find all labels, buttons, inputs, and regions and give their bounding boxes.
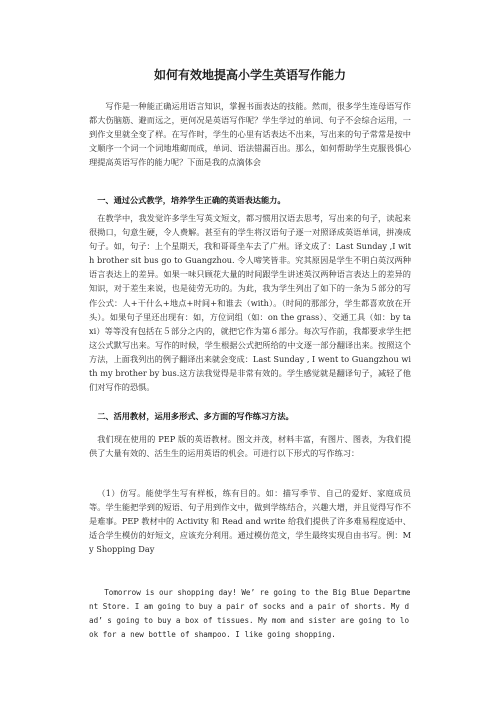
section-1-body: 在教学中，我发觉许多学生写英文短文，都习惯用汉语去思考，写出来的句子，读起来很拗口，句意生硬，令人费解。甚至有的学生将汉语句子逐一对照译成英语单词，拼凑成句子。如，句子：上个星期天，我和哥哥坐车去了广州。译文成了：Last Sunday ,I with brother sit bus go to Guangzhou. 令人啼笑皆非。究其原因是学生不明白英汉两种语言表达上的差异。如果一味只顾花大量的时间跟学生讲述英汉两种语言表达上的差异的知识，对于差生来说，也是徒劳无功的。为此，我为学生列出了如下的一条为５部分的写作公式：人+干什么+地点+时间+和谁去（with）。（时间的那部分，学生都喜欢放在开头）。如果句子里还出现有：如，方位词组（如：on the grass）、交通工具（如：by taxi）等等没有包括在５部分之内的，就把它作为第６部分。每次写作前，我都要求学生把这公式默写出来。写作的时候，学生根据公式把所给的中文逐一部分翻译出来。按照这个方法，上面我列出的例子翻译出来就会变成：Last Sunday , I went to Guangzhou with my brother by bus.这方法我觉得是非常有效的。学生感觉就是翻译句子，减轻了他们对写作的恐惧。 [89,213,411,393]
section-1-heading: 一、通过公式教学，培养学生正确的英语表达能力。 [97,195,286,205]
section-2-heading: 二、活用教材，运用多形式、多方面的写作练习方法。 [97,411,294,421]
document-title: 如何有效地提高小学生英语写作能力 [153,68,346,82]
english-example-paragraph: Tomorrow is our shopping day! We’ re going to the Big Blue Department Store. I am going to buy a pair of socks and a pair of shorts. My dad’ s going to buy a box of tissues. My mom and sister are going to look for a new bottle of shampoo. I like going shopping. [89,588,411,639]
section-2-item-1: （1）仿写。能使学生写有样板，练有目的。如：描写季节、自己的爱好、家庭成员等。学生能把学到的短语、句子用到作文中，做到学练结合，兴趣大增，并且觉得写作不是难事。PEP 教材中的 Activity 和 Read and write 给我们提供了许多难易程度适中、适合学生模仿的好短文，应该充分利用。通过模仿范文，学生最终实现自由书写。例：My Shopping Day [89,488,411,555]
section-2-intro: 我们现在使用的 PEP 版的英语教材。图文并茂，材料丰富，有图片、图表，为我们提供了大量有效的、活生生的运用英语的机会。可进行以下形式的写作练习： [89,434,411,459]
intro-paragraph: 写作是一种能正确运用语言知识，掌握书面表达的技能。然而，很多学生连母语写作都大伤脑筋、避而远之，更何况是英语写作呢？学生学过的单词、句子不会综合运用，一到作文里就全变了样。在写作时，学生的心里有话表达不出来，写出来的句子常常是按中文顺序一个词一个词地堆砌而成，单词、语法错漏百出。那么，如何帮助学生克服畏惧心理提高英语写作的能力呢？下面是我的点滴体会 [89,101,411,168]
